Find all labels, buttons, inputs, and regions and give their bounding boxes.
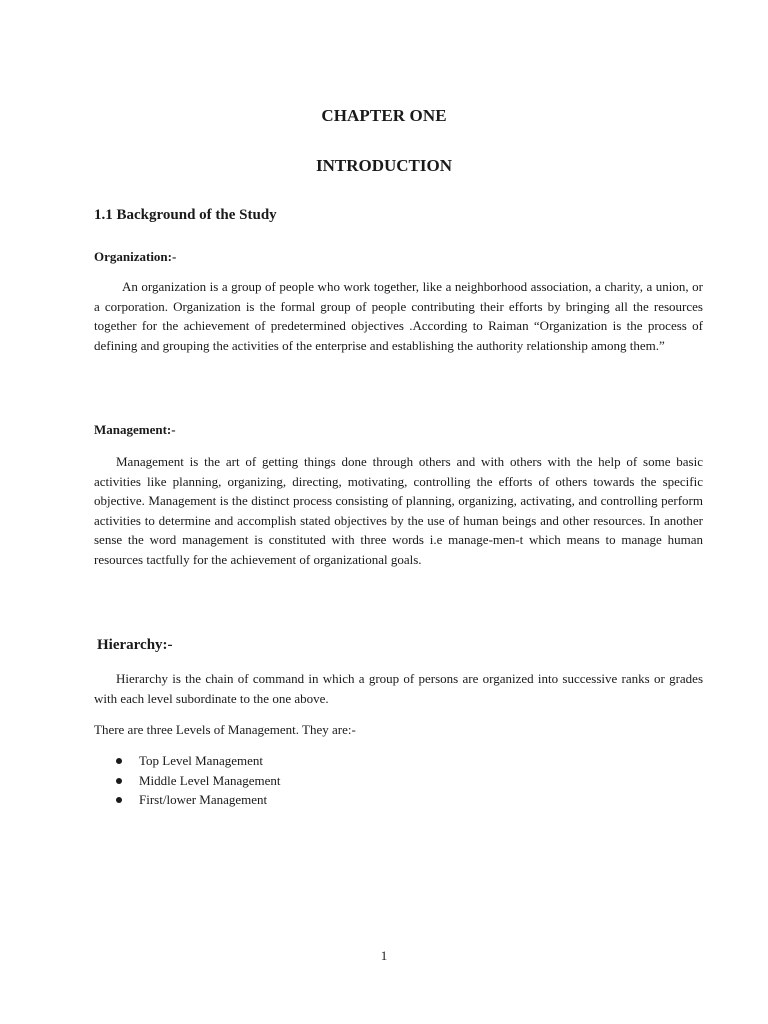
list-item xyxy=(94,771,281,791)
bullet-icon xyxy=(116,797,122,803)
hierarchy-heading: Hierarchy:- xyxy=(97,637,173,653)
page-number: 1 xyxy=(380,948,388,963)
organization-heading: Organization:- xyxy=(94,249,177,264)
list-item-label: Middle Level Management xyxy=(139,772,281,788)
chapter-title: CHAPTER ONE xyxy=(321,106,447,125)
list-item xyxy=(94,751,281,771)
levels-intro: There are three Levels of Management. They are:- xyxy=(94,722,356,737)
organization-paragraph: An organization is a group of people who work together, like a neighborhood association, a charity, a union, or a corporation. Organization is the formal group of people contributing their efforts by bringing all the resources together for the achievement of predetermined objectives .According to Raiman “Organization is the process of defining and grouping the activities of the enterprise and establishing the authority relationship among them.” xyxy=(94,279,703,353)
bullet-icon xyxy=(116,778,122,784)
management-heading: Management:- xyxy=(94,422,176,437)
hierarchy-paragraph: Hierarchy is the chain of command in which a group of persons are organized into successive ranks or grades with each level subordinate to the one above. xyxy=(94,671,703,706)
management-paragraph: Management is the art of getting things done through others and with others with the help of some basic activities like planning, organizing, directing, motivating, controlling the efforts of others towards the specific objective. Management is the distinct process consisting of planning, organizing, activating, and controlling perform activities to determine and accomplish stated objectives by the use of human beings and other resources. In another sense the word management is constituted with three words i.e manage-men-t which means to manage human resources tactfully for the achievement of organizational goals. xyxy=(94,454,703,567)
list-item-label: Top Level Management xyxy=(139,753,263,768)
bullet-icon xyxy=(116,758,122,764)
list-item xyxy=(94,790,281,810)
section-title: INTRODUCTION xyxy=(315,156,453,175)
subsection-heading: 1.1 Background of the Study xyxy=(94,207,277,223)
management-levels-list xyxy=(94,751,281,810)
list-item-label: First/lower Management xyxy=(139,792,268,807)
